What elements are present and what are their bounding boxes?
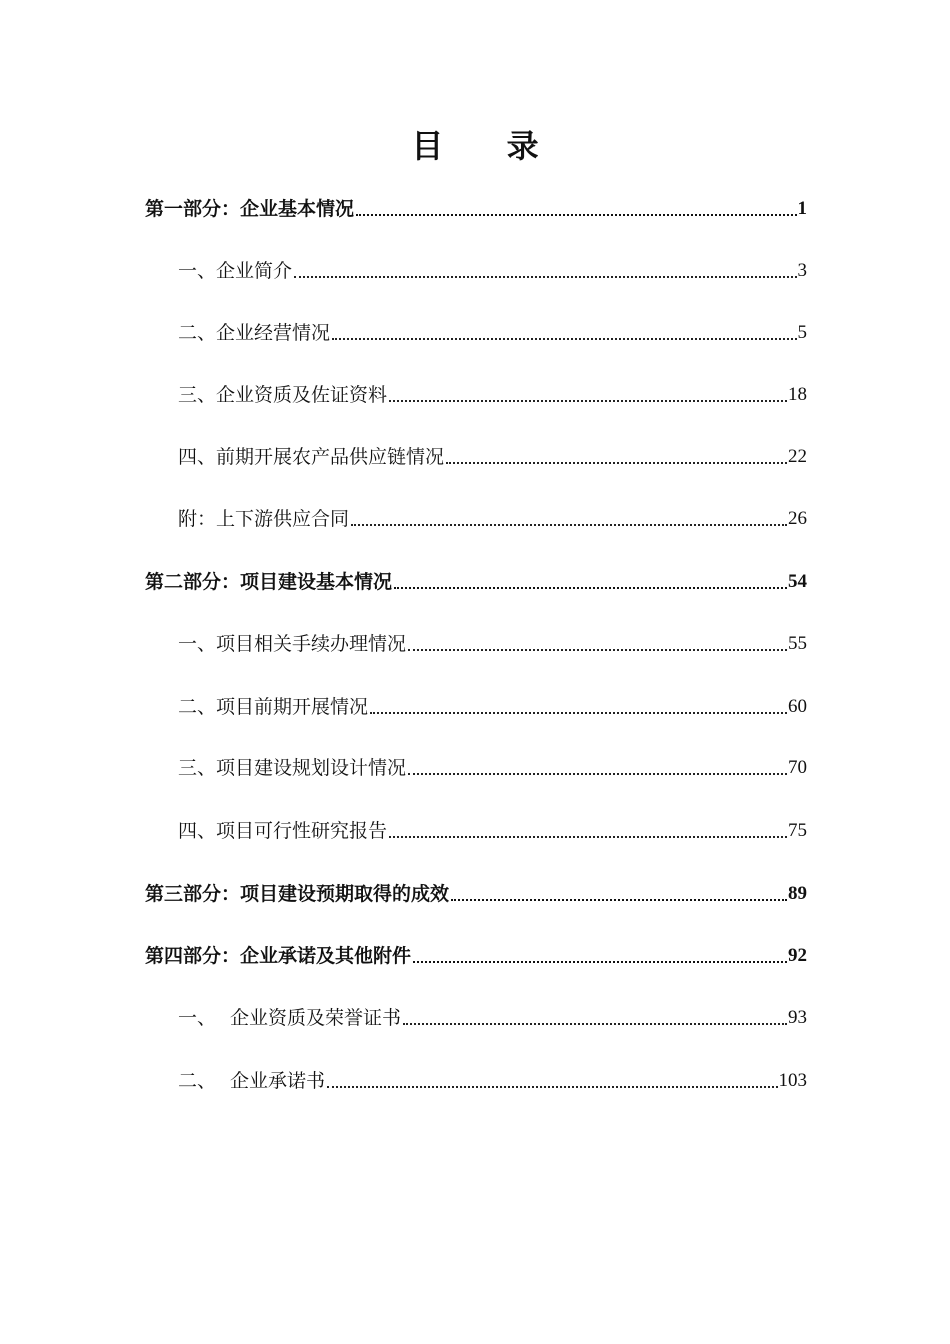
toc-page-number: 92 [788, 945, 807, 966]
toc-page-number: 26 [788, 508, 807, 529]
toc-entry-part-4[interactable] [145, 941, 807, 971]
toc-entry-procedures[interactable] [178, 629, 807, 659]
dot-leader [327, 1086, 777, 1088]
toc-entry-supply-contracts[interactable] [178, 504, 807, 534]
toc-page-number: 89 [788, 883, 807, 904]
toc-entry-label: 附：上下游供应合同 [178, 508, 350, 530]
dot-leader [446, 462, 787, 464]
dot-leader [356, 214, 796, 216]
dot-leader [408, 773, 787, 775]
toc-entry-label: 第四部分：企业承诺及其他附件 [145, 945, 412, 967]
toc-entry-number: 一、 [178, 1007, 217, 1029]
toc-page-number: 1 [797, 198, 807, 219]
toc-entry-honor-certificates[interactable] [178, 1003, 807, 1033]
toc-entry-supply-chain[interactable] [178, 442, 807, 472]
toc-entry-business-status[interactable] [178, 318, 807, 348]
toc-entry-text: 企业资质及荣誉证书 [230, 1007, 402, 1029]
dot-leader [408, 649, 787, 651]
toc-entry-label [178, 1003, 401, 1033]
toc-page-number: 5 [797, 322, 807, 343]
toc-entry-part-2[interactable] [145, 567, 807, 597]
toc-entry-label [178, 1066, 325, 1096]
toc-entry-label: 三、项目建设规划设计情况 [178, 757, 407, 779]
toc-entry-feasibility-report[interactable] [178, 816, 807, 846]
toc-entry-text: 企业承诺书 [230, 1070, 326, 1092]
toc-entry-qualifications[interactable] [178, 380, 807, 410]
toc-page-number: 18 [788, 384, 807, 405]
toc-entry-number: 二、 [178, 1070, 217, 1092]
toc-page-number: 103 [778, 1070, 807, 1091]
dot-leader [451, 899, 787, 901]
toc-entry-label: 二、项目前期开展情况 [178, 696, 369, 718]
toc-entry-part-3[interactable] [145, 879, 807, 909]
toc-entry-company-intro[interactable] [178, 256, 807, 286]
toc-entry-label: 四、项目可行性研究报告 [178, 820, 388, 842]
toc-page-number: 3 [797, 260, 807, 281]
dot-leader [394, 587, 787, 589]
toc-entry-label: 四、前期开展农产品供应链情况 [178, 446, 445, 468]
toc-entry-label: 第三部分：项目建设预期取得的成效 [145, 883, 450, 905]
dot-leader [413, 961, 787, 963]
toc-page-number: 22 [788, 446, 807, 467]
dot-leader [332, 338, 796, 340]
dot-leader [389, 836, 787, 838]
toc-entry-commitment-letter[interactable] [178, 1066, 807, 1096]
toc-page-number: 60 [788, 696, 807, 717]
dot-leader [403, 1023, 787, 1025]
toc-page-number: 55 [788, 633, 807, 654]
toc-entry-label: 二、企业经营情况 [178, 322, 331, 344]
toc-page-number: 75 [788, 820, 807, 841]
toc-entry-preliminary-work[interactable] [178, 692, 807, 722]
dot-leader [370, 712, 787, 714]
dot-leader [389, 400, 787, 402]
toc-page-number: 54 [788, 571, 807, 592]
toc-title: 目 录 [411, 127, 565, 165]
toc-entry-part-1[interactable] [145, 194, 807, 224]
toc-entry-label: 第二部分：项目建设基本情况 [145, 571, 393, 593]
dot-leader [294, 276, 796, 278]
toc-entry-label: 第一部分：企业基本情况 [145, 198, 355, 220]
toc-page-number: 93 [788, 1007, 807, 1028]
toc-entry-planning-design[interactable] [178, 753, 807, 783]
toc-entry-label: 一、企业简介 [178, 260, 293, 282]
toc-entry-label: 三、企业资质及佐证资料 [178, 384, 388, 406]
dot-leader [351, 524, 787, 526]
toc-entry-label: 一、项目相关手续办理情况 [178, 633, 407, 655]
toc-page-number: 70 [788, 757, 807, 778]
